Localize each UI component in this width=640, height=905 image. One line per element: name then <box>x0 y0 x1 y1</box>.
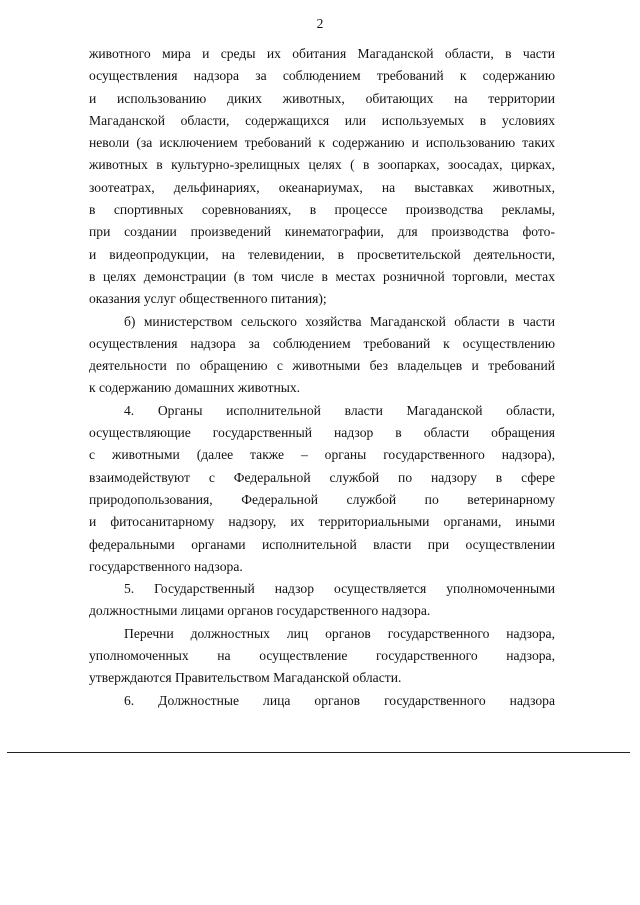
paragraph-continuation <box>89 43 555 311</box>
text-line: животных в культурно-зрелищных целях ( в зоопарках, зоосадах, цирках, <box>89 157 555 173</box>
text-line: осуществляющие государственный надзор в области обращения <box>89 425 555 441</box>
paragraph-item-b <box>89 311 555 400</box>
text-line: Перечни должностных лиц органов государственного надзора, <box>124 625 555 641</box>
text-line: уполномоченных на осуществление государственного надзора, <box>89 648 555 664</box>
document-body <box>89 43 555 712</box>
text-line: животного мира и среды их обитания Магаданской области, в части <box>89 46 555 61</box>
text-line: с животными (далее также – органы государственного надзора), <box>89 447 555 463</box>
text-line: в спортивных соревнованиях, в процессе производства рекламы, <box>89 202 555 218</box>
text-line: 5. Государственный надзор осуществляется уполномоченными <box>124 581 555 597</box>
paragraph-section-4 <box>89 400 555 578</box>
text-line: взаимодействуют с Федеральной службой по надзору в сфере <box>89 469 555 485</box>
text-line: при создании произведений кинематографии, для производства фото- <box>89 224 555 240</box>
text-line: и фитосанитарному надзору, их территориальными органами, иными <box>89 514 555 530</box>
text-line: и использованию диких животных, обитающих на территории <box>89 90 555 106</box>
text-line: должностными лицами органов государственного надзора. <box>89 603 431 619</box>
page-number: 2 <box>316 16 324 31</box>
text-line: утверждаются Правительством Магаданской области. <box>89 670 402 686</box>
text-line: осуществления надзора за соблюдением требований к содержанию <box>89 68 555 84</box>
text-line: к содержанию домашних животных. <box>89 380 301 396</box>
text-line: 6. Должностные лица органов государственного надзора <box>124 692 555 708</box>
text-line: неволи (за исключением требований к содержанию и использованию таких <box>89 135 555 151</box>
text-line: и видеопродукции, на телевидении, в просветительской деятельности, <box>89 246 555 262</box>
text-line: в целях демонстрации (в том числе в местах розничной торговли, местах <box>89 268 555 284</box>
text-line: деятельности по обращению с животными без владельцев и требований <box>89 358 555 374</box>
text-line: федеральными органами исполнительной власти при осуществлении <box>89 536 555 552</box>
text-line: государственного надзора. <box>89 558 243 574</box>
paragraph-lists <box>89 623 555 690</box>
text-line: природопользования, Федеральной службой по ветеринарному <box>89 491 555 507</box>
text-line: Магаданской области, содержащихся или используемых в условиях <box>89 112 555 128</box>
paragraph-section-5 <box>89 578 555 623</box>
text-line: осуществления надзора за соблюдением требований к осуществлению <box>89 335 555 351</box>
text-line: зоотеатрах, дельфинариях, океанариумах, на выставках животных, <box>89 179 555 195</box>
text-line: оказания услуг общественного питания); <box>89 291 327 307</box>
text-line: 4. Органы исполнительной власти Магаданской области, <box>124 402 555 418</box>
paragraph-section-6 <box>89 690 555 712</box>
text-line: б) министерством сельского хозяйства Магаданской области в части <box>124 313 555 329</box>
footer-divider <box>7 752 630 753</box>
